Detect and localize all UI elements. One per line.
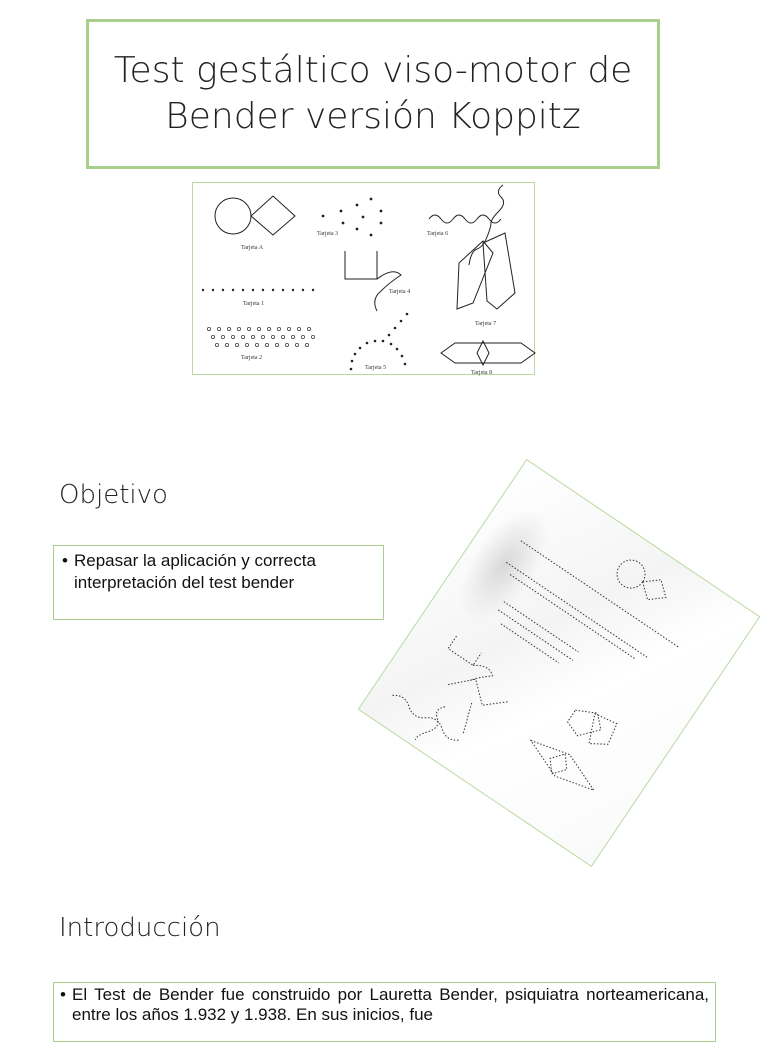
label-tarjeta-6: Tarjeta 6 xyxy=(427,231,449,237)
label-tarjeta-7: Tarjeta 7 xyxy=(475,321,497,327)
label-tarjeta-5: Tarjeta 5 xyxy=(365,365,387,371)
card-7-hex-a xyxy=(457,241,493,309)
scanned-test-photo xyxy=(358,459,761,867)
label-tarjeta-1: Tarjeta 1 xyxy=(243,301,265,307)
scanned-test-drawing xyxy=(358,460,761,868)
label-tarjeta-4: Tarjeta 4 xyxy=(389,289,411,295)
bender-cards-image xyxy=(192,182,535,375)
slide-title: Test gestáltico viso-motor de Bender versión Koppitz xyxy=(113,50,633,137)
card-7-hex-b xyxy=(483,233,515,309)
objetivo-heading: Objetivo xyxy=(59,480,168,510)
label-tarjeta-3: Tarjeta 3 xyxy=(317,231,339,237)
card-6-wave-h xyxy=(429,215,501,223)
introduccion-heading: Introducción xyxy=(59,913,221,943)
card-8-diamond xyxy=(477,341,489,365)
label-tarjeta-a: Tarjeta A xyxy=(241,245,264,251)
label-tarjeta-2: Tarjeta 2 xyxy=(241,355,263,361)
bullet-icon: • xyxy=(62,551,68,570)
card-6-wave-v xyxy=(469,185,504,265)
list-item xyxy=(60,985,709,1025)
list-item xyxy=(62,550,375,594)
objetivo-box xyxy=(53,545,384,620)
bender-cards-drawing xyxy=(193,183,536,376)
card-a-diamond xyxy=(251,196,295,235)
introduccion-bullet-text: El Test de Bender fue construido por Lauretta Bender, psiquiatra norteamericana, entre los años 1.932 y 1.938. En sus inicios, fue xyxy=(72,985,709,1024)
title-box xyxy=(86,19,660,169)
introduccion-box xyxy=(53,982,716,1042)
objetivo-bullet-text: Repasar la aplicación y correcta interpretación del test bender xyxy=(74,551,316,592)
card-a-circle xyxy=(215,198,251,234)
card-4-open-square xyxy=(345,251,377,279)
card-8-hexagon xyxy=(441,343,535,363)
label-tarjeta-8: Tarjeta 8 xyxy=(471,370,493,376)
bullet-icon: • xyxy=(60,985,66,1004)
